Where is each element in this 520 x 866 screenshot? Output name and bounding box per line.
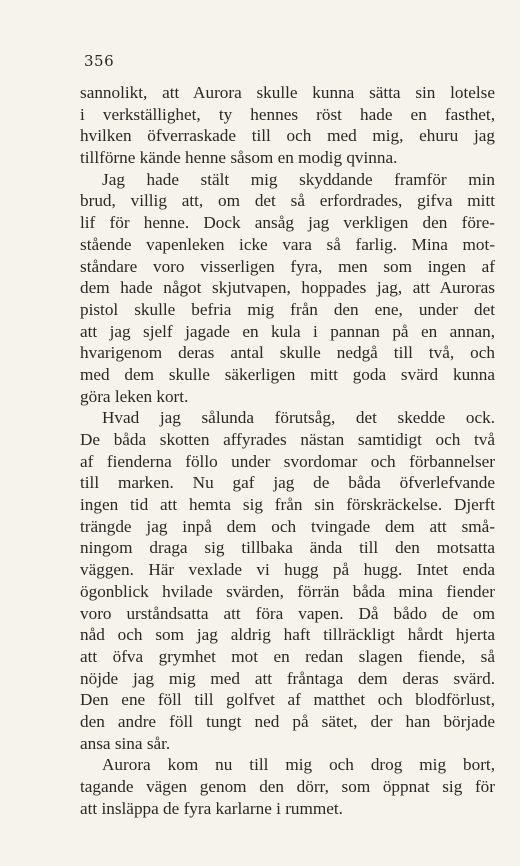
- text-line: voro urståndsatta att föra vapen. Då bådo de om: [80, 603, 495, 623]
- text-line: tillförne kände henne såsom en modig qvinna.: [80, 148, 398, 168]
- text-line: brud, villig att, om det så erfordrades, gifva mitt: [80, 191, 495, 211]
- text-line: till marken. Nu gaf jag de båda öfverlefvande: [80, 473, 495, 493]
- text-line: ingen tid att hemta sig från sin förskräckelse. Djerft: [80, 495, 495, 515]
- text-line: sannolikt, att Aurora skulle kunna sätta sin lotelse: [80, 83, 495, 102]
- text-line: af fienderna föllo under svordomar och förbannelser: [80, 451, 495, 471]
- text-line: hvilken öfverraskade till och med mig, ehuru jag: [80, 126, 495, 146]
- text-line: tagande vägen genom den dörr, som öppnat sig för: [80, 777, 495, 796]
- page-number: 356: [84, 52, 115, 70]
- text-line: ögonblick hvilade svärden, förrän båda mina fiender: [80, 581, 495, 601]
- text-line: att öfva grymhet mot en redan slagen fiende, så: [80, 646, 495, 666]
- text-line: hvarigenom deras antal skulle nedgå till två, och: [80, 343, 495, 363]
- text-line: pistol skulle befria mig från den ene, under det: [80, 299, 495, 319]
- text-line: ståndare voro visserligen fyra, men som ingen af: [80, 256, 495, 276]
- text-line: Jag hade stält mig skyddande framför min: [102, 169, 495, 189]
- text-line: De båda skotten affyrades nästan samtidigt och två: [80, 430, 495, 449]
- text-line: lif för henne. Dock ansåg jag verkligen den före-: [80, 213, 495, 233]
- text-line: ningom draga sig tillbaka ända till den motsatta: [80, 538, 495, 558]
- text-line: Aurora kom nu till mig och drog mig bort,: [102, 755, 495, 775]
- text-line: nöjde jag mig med att fråntaga dem deras svärd.: [80, 668, 495, 688]
- text-line: den andre föll tungt ned på sätet, der han började: [80, 711, 495, 731]
- text-line: Hvad jag sålunda förutsåg, det skedde ock.: [102, 408, 495, 428]
- text-line: stående vapenleken icke vara så farlig. Mina mot-: [80, 234, 495, 254]
- text-line: göra leken kort.: [80, 386, 189, 406]
- body-text: [80, 82, 495, 819]
- text-line: med dem skulle säkerligen mitt goda svärd kunna: [80, 364, 495, 384]
- text-line: ansa sina sår.: [80, 733, 171, 753]
- text-line: nåd och som jag aldrig haft tillräckligt hårdt hjerta: [80, 625, 495, 645]
- text-line: dem hade något skjutvapen, hoppades jag, att Auroras: [80, 278, 495, 298]
- text-line: Den ene föll till golfvet af matthet och blodförlust,: [80, 690, 495, 710]
- text-line: att insläppa de fyra karlarne i rummet.: [80, 798, 343, 818]
- text-line: i verkställighet, ty hennes röst hade en fasthet,: [80, 104, 495, 124]
- text-line: väggen. Här vexlade vi hugg på hugg. Intet enda: [80, 560, 495, 580]
- text-line: trängde jag inpå dem och tvingade dem att små-: [80, 516, 495, 536]
- text-line: att jag sjelf jagade en kula i pannan på en annan,: [80, 321, 495, 341]
